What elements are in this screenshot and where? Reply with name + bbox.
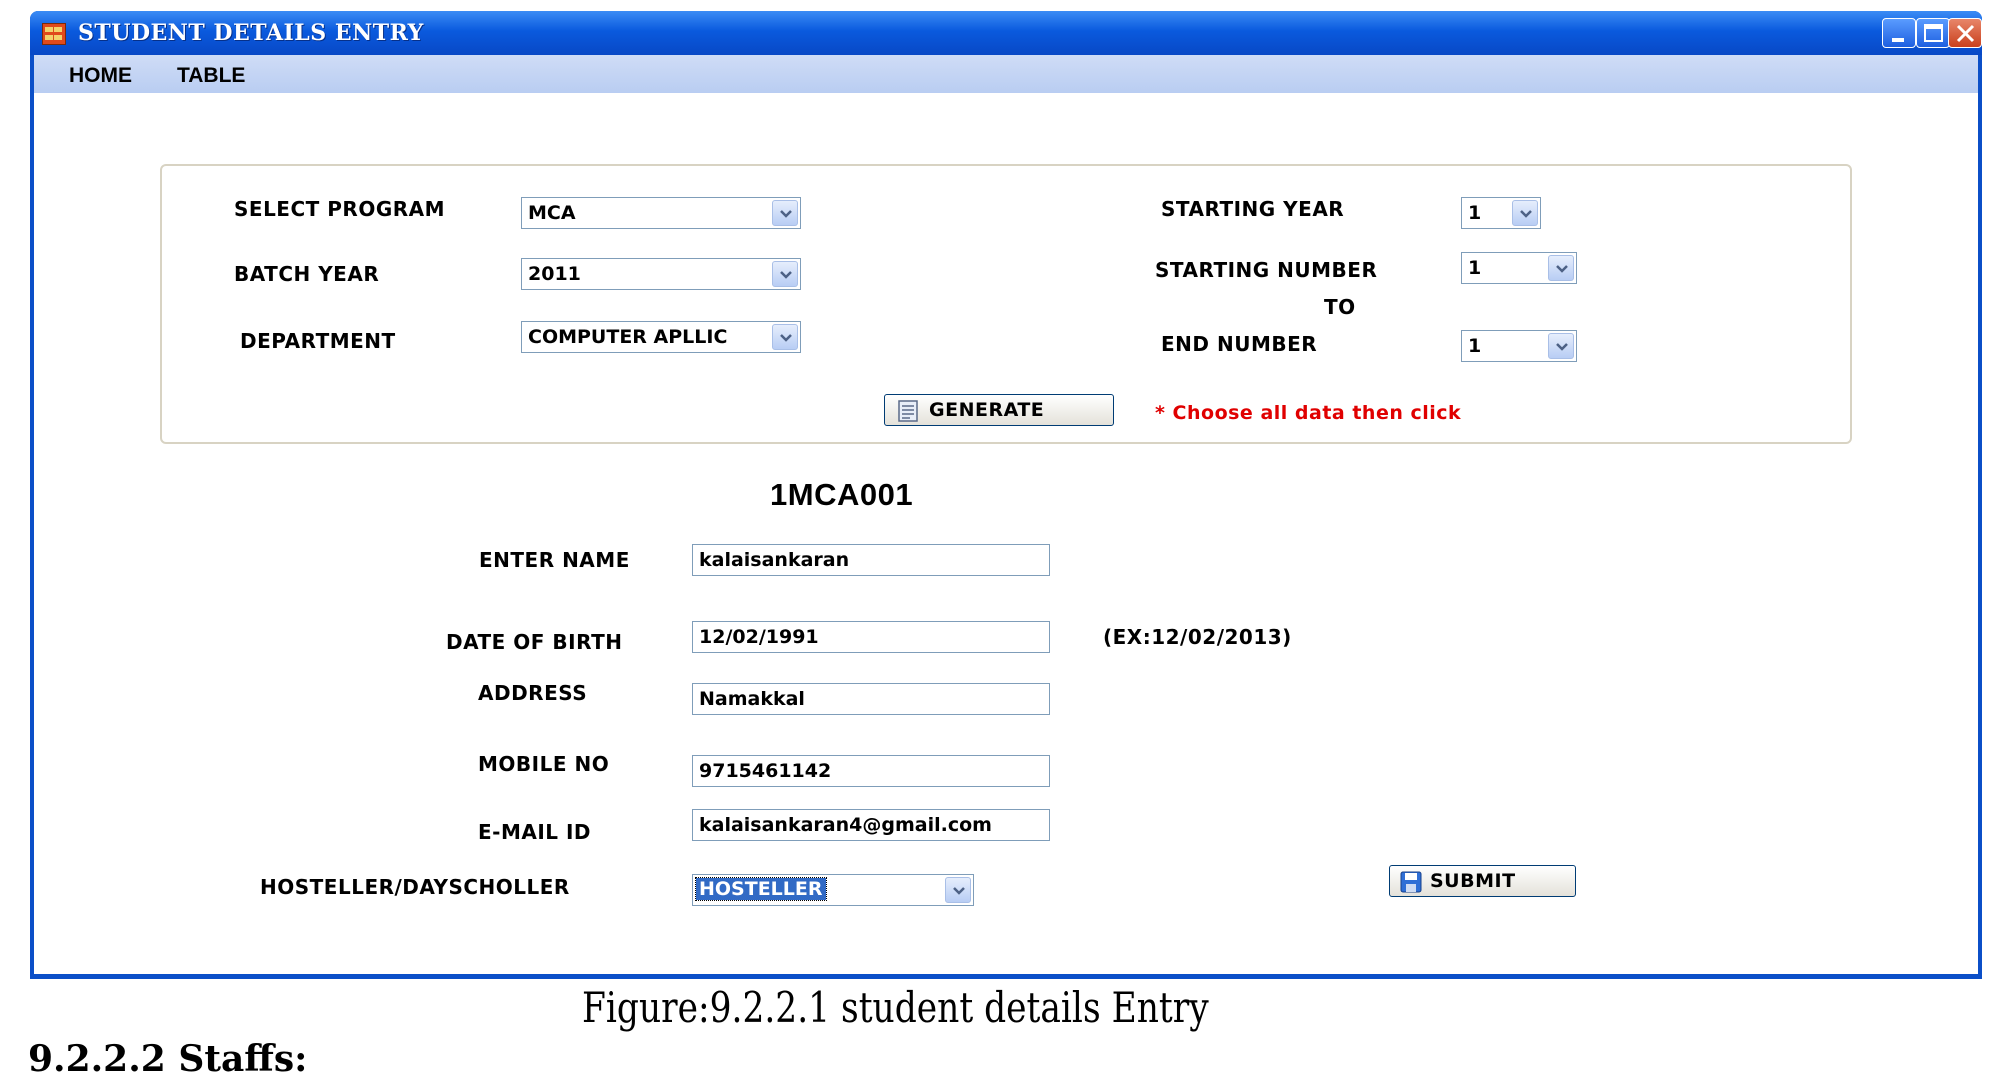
- selection-hint: * Choose all data then click: [1155, 402, 1462, 424]
- email-label: E-MAIL ID: [478, 820, 592, 844]
- dob-hint: (EX:12/02/2013): [1103, 625, 1292, 649]
- program-label: SELECT PROGRAM: [234, 197, 446, 221]
- name-label: ENTER NAME: [479, 548, 630, 572]
- end-number-label: END NUMBER: [1161, 332, 1318, 356]
- email-input[interactable]: [692, 809, 1050, 841]
- chevron-down-icon[interactable]: [772, 261, 798, 287]
- to-label: TO: [1324, 295, 1356, 319]
- hostel-label: HOSTELLER/DAYSCHOLLER: [260, 875, 570, 899]
- email-value: kalaisankaran4@gmail.com: [699, 814, 992, 836]
- document-icon: [897, 400, 919, 422]
- maximize-button[interactable]: [1916, 18, 1950, 48]
- generate-label: GENERATE: [929, 399, 1045, 421]
- hostel-select[interactable]: [692, 874, 974, 906]
- program-value: MCA: [528, 202, 576, 224]
- save-icon: [1400, 871, 1422, 893]
- close-button[interactable]: [1948, 18, 1982, 48]
- dob-input[interactable]: [692, 621, 1050, 653]
- chevron-down-icon[interactable]: [1512, 200, 1538, 226]
- name-input[interactable]: [692, 544, 1050, 576]
- figure-caption: Figure:9.2.2.1 student details Entry: [582, 983, 1209, 1032]
- start-year-label: STARTING YEAR: [1161, 197, 1345, 221]
- minimize-icon: [1883, 19, 1915, 47]
- chevron-down-icon[interactable]: [772, 200, 798, 226]
- menu-home[interactable]: HOME: [69, 64, 132, 87]
- close-icon: [1949, 19, 1981, 47]
- title-bar[interactable]: [30, 11, 1982, 55]
- program-select[interactable]: [521, 197, 801, 229]
- mobile-label: MOBILE NO: [478, 752, 610, 776]
- address-label: ADDRESS: [478, 681, 588, 705]
- batch-label: BATCH YEAR: [234, 262, 380, 286]
- student-id: 1MCA001: [770, 477, 914, 512]
- start-year-value: 1: [1468, 202, 1482, 224]
- name-value: kalaisankaran: [699, 549, 850, 571]
- dob-label: DATE OF BIRTH: [446, 630, 623, 654]
- address-value: Namakkal: [699, 688, 805, 710]
- hostel-value: HOSTELLER: [696, 878, 826, 900]
- menu-bar: [34, 55, 1978, 93]
- start-number-select[interactable]: [1461, 252, 1577, 284]
- section-heading: 9.2.2.2 Staffs:: [28, 1038, 308, 1080]
- submit-button[interactable]: [1389, 865, 1576, 897]
- menu-table[interactable]: TABLE: [177, 64, 246, 87]
- dob-value: 12/02/1991: [699, 626, 819, 648]
- mobile-value: 9715461142: [699, 760, 832, 782]
- chevron-down-icon[interactable]: [1548, 255, 1574, 281]
- start-number-label: STARTING NUMBER: [1155, 258, 1378, 282]
- end-number-select[interactable]: [1461, 330, 1577, 362]
- department-select[interactable]: [521, 321, 801, 353]
- end-number-value: 1: [1468, 335, 1482, 357]
- mobile-input[interactable]: [692, 755, 1050, 787]
- generate-button[interactable]: [884, 394, 1114, 426]
- start-number-value: 1: [1468, 257, 1482, 279]
- app-icon[interactable]: [42, 23, 66, 45]
- minimize-button[interactable]: [1882, 18, 1916, 48]
- app-window: [30, 11, 1982, 979]
- start-year-select[interactable]: [1461, 197, 1541, 229]
- chevron-down-icon[interactable]: [772, 324, 798, 350]
- chevron-down-icon[interactable]: [945, 877, 971, 903]
- window-title: STUDENT DETAILS ENTRY: [78, 20, 424, 46]
- maximize-icon: [1917, 19, 1949, 47]
- chevron-down-icon[interactable]: [1548, 333, 1574, 359]
- department-label: DEPARTMENT: [240, 329, 396, 353]
- department-value: COMPUTER APLLIC: [528, 326, 728, 348]
- address-input[interactable]: [692, 683, 1050, 715]
- batch-value: 2011: [528, 263, 581, 285]
- batch-select[interactable]: [521, 258, 801, 290]
- submit-label: SUBMIT: [1430, 870, 1516, 892]
- client-area: [34, 55, 1978, 974]
